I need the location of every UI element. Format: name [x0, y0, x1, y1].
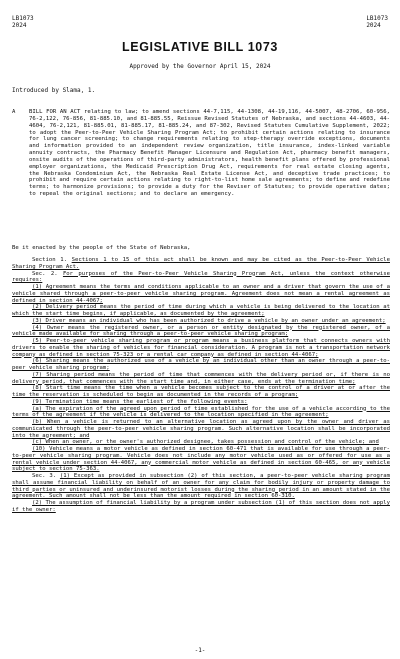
- section-paragraph: [12, 500, 390, 514]
- section-text: (5) Peer-to-peer vehicle sharing program or program means a business platform that connects owners with drivers to enable the sharing of vehicles for financial consideration. A program is not a transportation network company as defined in section 75-323 or a rental car company as defined in section 44-4067;: [12, 338, 390, 358]
- section-paragraph: [12, 338, 390, 358]
- header-right: [366, 15, 388, 29]
- page-number: -1-: [194, 647, 206, 654]
- section-paragraph: [12, 304, 390, 318]
- section-paragraph: [12, 318, 390, 325]
- section-label: Sec. 3.: [32, 473, 60, 479]
- bill-number: LB1073: [12, 15, 34, 22]
- section-text: (4) Owner means the registered owner, or a person or entity designated by the registered owner, of a vehicle made available for sharing through a peer-to-peer vehicle sharing program;: [12, 324, 390, 338]
- bill-year: 2024: [366, 22, 381, 29]
- section-text: (2) The assumption of financial liability by a program under subsection (1) of this section does not apply if the owner:: [12, 500, 390, 513]
- section-text: (1) Agreement means the terms and conditions applicable to an owner and a driver that govern the use of a vehicle shared through a peer-to-peer vehicle sharing program. Agreement does not mean a rental agreement as defined in section 44-4067;: [12, 284, 390, 304]
- section-paragraph: [12, 419, 390, 439]
- section-text: (8) Start time means the time when a vehicle becomes subject to the control of a driver at or after the time the reservation is scheduled to begin as documented in the records of a program;: [12, 385, 390, 398]
- section-paragraph: [12, 446, 390, 473]
- section-text: (9) Termination time means the earliest of the following events:: [32, 398, 248, 405]
- approval-line: Approved by the Governor April 15, 2024: [129, 63, 271, 70]
- section-text: (7) Sharing period means the period of time that commences with the delivery period or, if there is no delivery period, that commences with the start time and, in either case, ends at the termination time;: [12, 371, 390, 385]
- header-left: [12, 15, 34, 29]
- section-paragraph: [12, 439, 390, 446]
- section-text: (6) Sharing means the authorized use of a vehicle by an individual other than an owner through a peer-to-peer vehicle sharing program;: [12, 358, 390, 371]
- page-title: LEGISLATIVE BILL 1073: [122, 40, 278, 54]
- section-label: Section 1.: [32, 257, 72, 263]
- section-text: (1) Except as provided in subsection (2) of this section, a peer-to-peer vehicle sharing program shall assume financial liability on behalf of an owner for any claim for bodily injury or property damage to third parties or uninsured and underinsured motorist losses during the sharing period in an amount stated in the agreement. Such amount shall not be less than the amount required in section 60-310.: [12, 473, 390, 500]
- abstract-text: BILL FOR AN ACT relating to law; to amend sections 44-7,115, 44-1308, 44-19,116, 44-5007, 48-2706, 60-956, 76-2,122, 76-856, 81-885.10, and 81-885.55, Reissue Revised Statutes of Nebraska, and sections 44-4603, 44-4604, 76-2,121, 81-885.01, 81-885.17, 81-885.24, and 87-302, Revised Statutes Cumulative Supplement, 2022; to adopt the Peer-to-Peer Vehicle Sharing Program Act; to prohibit certain actions relating to insurance for lung cancer screening; to change requirements relating to step-therapy override exceptions, documents and information provided to an independent review organization, title insurance, index-linked variable annuity contracts, the Pharmacy Benefit Manager Licensure and Regulation Act, pharmacy benefit managers, onsite audits of the operations of third-party administrators, health benefit plans offered by professional employer organizations, the Medicaid Prescription Drug Act, requirements for real estate closing agents, the Nebraska Condominium Act, the Nebraska Real Estate License Act, and deceptive trade practices; to prohibit and require certain actions relating to right-to-list home sale agreements; to define and redefine terms; to harmonize provisions; to provide a duty for the Reviser of Statutes; to provide operative dates; to repeal the original sections; and to declare an emergency.: [29, 109, 390, 198]
- section-text: For purposes of the Peer-to-Peer Vehicle Sharing Program Act, unless the context otherwise requires:: [12, 270, 390, 284]
- section-paragraph: [12, 284, 390, 304]
- bill-number: LB1073: [366, 15, 388, 22]
- section-text: (a) The expiration of the agreed upon period of time established for the use of a vehicle according to the terms of the agreement if the vehicle is delivered to the location specified in the agreement;: [12, 405, 390, 419]
- section-paragraph: [12, 325, 390, 339]
- section-paragraph: [12, 473, 390, 500]
- abstract-lead: A: [12, 109, 16, 115]
- section-paragraph: [12, 406, 390, 420]
- enacting-clause: Be it enacted by the people of the State of Nebraska,: [12, 245, 191, 251]
- section-paragraph: [12, 385, 390, 399]
- bill-body: [12, 257, 390, 514]
- section-text: (2) Delivery period means the period of time during which a vehicle is being delivered to the location at which the start time begins, if applicable, as documented by the agreement;: [12, 304, 390, 317]
- section-text: (b) When a vehicle is returned to an alternative location as agreed upon by the owner and driver as communicated through the peer-to-peer vehicle sharing program. Such alternative location shall be incorporated into the agreement; and: [12, 419, 390, 439]
- section-label: Sec. 2.: [32, 270, 63, 277]
- section-paragraph: [12, 372, 390, 386]
- bill-abstract: [12, 109, 390, 198]
- section-text: (3) Driver means an individual who has been authorized to drive a vehicle by an owner under an agreement;: [32, 317, 386, 324]
- introduced-line: Introduced by Slama, 1.: [12, 87, 96, 94]
- section-paragraph: [12, 399, 390, 406]
- section-text: (10) Vehicle means a motor vehicle as defined in section 60-471 that is available for use through a peer-to-peer vehicle sharing program. Vehicle does not include any motor vehicle used as or offered for use as a rental vehicle under section 44-4067, any commercial motor vehicle as defined in section 60-465, or any vehicle subject to section 75-363.: [12, 446, 390, 473]
- section-text: (c) When an owner, or the owner's authorized designee, takes possession and control of the vehicle; and: [32, 439, 379, 446]
- section-paragraph: [12, 271, 390, 285]
- section-text: Sections 1 to 15 of this act shall be known and may be cited as the Peer-to-Peer Vehicle Sharing Program Act.: [12, 257, 390, 270]
- section-paragraph: [12, 257, 390, 271]
- bill-year: 2024: [12, 22, 27, 29]
- section-paragraph: [12, 358, 390, 372]
